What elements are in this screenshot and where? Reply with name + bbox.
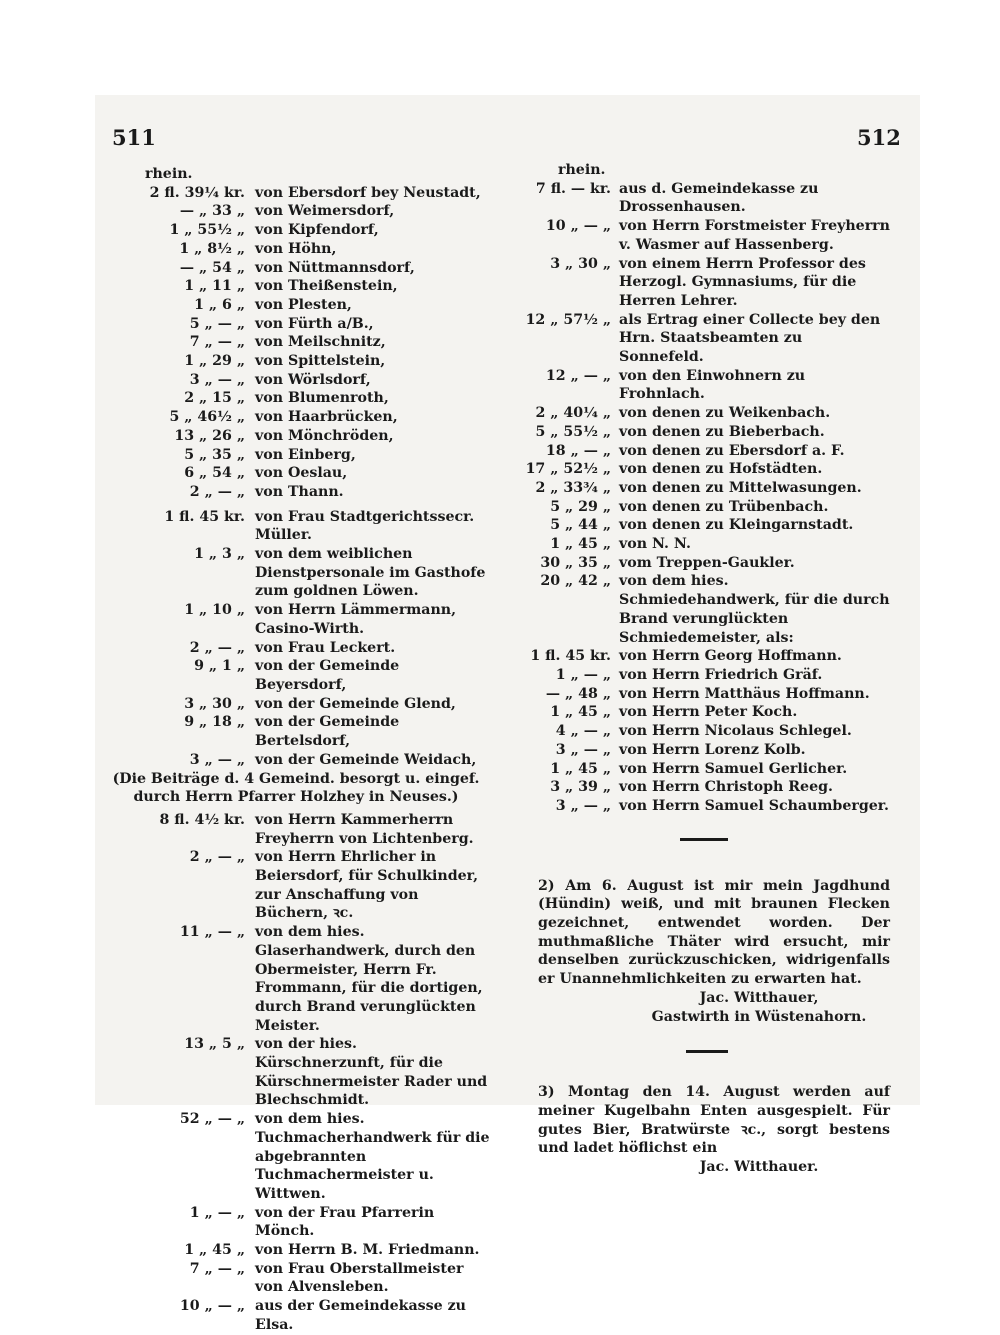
donation-list-continued (110, 811, 490, 1335)
donor-text: von denen zu Ebersdorf a. F. (619, 442, 845, 459)
donation-entry (110, 259, 490, 278)
donation-amount: 5 „ 35 „ (184, 446, 245, 463)
donor-text: von Oeslau, (255, 465, 348, 482)
donor-text: von Spittelstein, (255, 353, 386, 370)
donation-amount: 2 „ 40¼ „ (535, 405, 611, 422)
donation-amount: 3 „ — „ (189, 751, 245, 768)
donor-text: von denen zu Weikenbach. (619, 405, 831, 422)
donor-text: von der Gemeinde Weidach, (255, 751, 477, 768)
donation-entry (508, 404, 890, 423)
donation-entry (508, 703, 890, 722)
donor-text: von Frau Stadtgerichtssecr. Müller. (255, 508, 475, 544)
signature-name: Jac. Witthauer, (699, 989, 819, 1006)
donation-entry (110, 811, 490, 848)
donation-amount: 1 „ 45 „ (550, 704, 611, 721)
donation-amount: 11 „ — „ (179, 924, 245, 941)
notice-text: 2) Am 6. August ist mir mein Jagdhund (Hündin) weiß, und mit braunen Flecken gezeichnet, entwendet worden. Der muthmaßliche Thäter wird ersucht, mir denselben zurückzuschicken, widrigenfalls er Unannehmlichkeiten zu erwarten hat. (538, 877, 890, 988)
donation-amount: 1 „ — „ (555, 666, 611, 683)
donation-amount: 17 „ 52½ „ (525, 461, 611, 478)
donor-text: von denen zu Trübenbach. (619, 498, 829, 515)
donor-text: von Herrn B. M. Friedmann. (255, 1242, 480, 1259)
donation-entry (110, 545, 490, 601)
donation-entry (110, 1260, 490, 1297)
donation-amount: 1 „ 6 „ (194, 296, 245, 313)
donation-amount: 1 „ 11 „ (184, 278, 245, 295)
donor-text: von dem hies. Schmiedehandwerk, für die durch Brand verunglückten Schmiedemeister, als: (619, 573, 890, 646)
donor-text: als Ertrag einer Collecte bey den Hrn. Staatsbeamten zu Sonnefeld. (619, 311, 881, 366)
donor-text: von Ebersdorf bey Neustadt, (255, 184, 481, 201)
donation-amount: 30 „ 35 „ (540, 554, 611, 571)
donation-amount: 8 fl. 4½ kr. (159, 811, 245, 828)
contribution-note: (Die Beiträge d. 4 Gemeind. besorgt u. eingef. durch Herrn Pfarrer Holzhey in Neuses.) (112, 770, 480, 806)
donation-entry (508, 423, 890, 442)
donation-amount: 5 „ 55½ „ (535, 423, 611, 440)
donation-entry (110, 848, 490, 923)
donor-text: von Thann. (255, 483, 344, 500)
donation-amount: — „ 48 „ (545, 685, 611, 702)
donation-amount: 3 „ 30 „ (550, 255, 611, 272)
donor-text: vom Treppen-Gaukler. (619, 554, 795, 571)
donation-amount: 1 „ — „ (189, 1204, 245, 1221)
left-column (110, 165, 490, 1335)
currency-header: rhein. (145, 166, 193, 182)
donor-text: von der hies. Kürschnerzunft, für die Kürschnermeister Rader und Blechschmidt. (255, 1036, 488, 1109)
donor-text: von dem hies. Tuchmacherhandwerk für die abgebrannten Tuchmachermeister u. Wittwen. (255, 1111, 490, 1202)
donation-entry (110, 389, 490, 408)
donation-amount: 1 „ 45 „ (184, 1242, 245, 1259)
donation-amount: 52 „ — „ (179, 1111, 245, 1128)
donation-entry (110, 1241, 490, 1260)
right-column (508, 162, 890, 1177)
donation-amount: 1 „ 45 „ (550, 760, 611, 777)
donor-text: von der Gemeinde Glend, (255, 695, 456, 712)
donation-entry (508, 311, 890, 367)
donor-text: von denen zu Bieberbach. (619, 423, 825, 440)
donor-text: von Plesten, (255, 296, 352, 313)
donation-entry (110, 371, 490, 390)
donor-text: von Weimersdorf, (255, 203, 395, 220)
donor-text: von der Gemeinde Beyersdorf, (255, 658, 400, 693)
page-number-right: 512 (857, 125, 901, 150)
donation-amount: 1 „ 29 „ (184, 353, 245, 370)
smith-donors-list (508, 647, 890, 815)
donor-text: von Herrn Matthäus Hoffmann. (619, 685, 870, 702)
donation-entry (508, 554, 890, 573)
donor-text: von dem hies. Glaserhandwerk, durch den Obermeister, Herrn Fr. Frommann, für die dortigen, durch Brand verunglückten Meister. (255, 924, 483, 1034)
donation-entry (508, 460, 890, 479)
donor-text: von Herrn Kammerherrn Freyherrn von Lichtenberg. (255, 811, 474, 847)
donation-entry (110, 408, 490, 427)
donation-entry (508, 647, 890, 666)
donor-text: von Herrn Lorenz Kolb. (619, 741, 806, 758)
donation-amount: 7 fl. — kr. (535, 180, 611, 197)
donation-entry (508, 797, 890, 816)
donor-text: von denen zu Kleingarnstadt. (619, 517, 854, 534)
donation-entry (508, 479, 890, 498)
donor-text: von der Frau Pfarrerin Mönch. (255, 1204, 435, 1240)
donation-entry (110, 751, 490, 770)
donation-entry (110, 1110, 490, 1204)
donation-amount: 3 „ 39 „ (550, 779, 611, 796)
donor-text: von einem Herrn Professor des Herzogl. Gymnasiums, für die Herren Lehrer. (619, 255, 866, 309)
donation-amount: 2 „ — „ (189, 483, 245, 500)
donor-text: von Mönchröden, (255, 427, 394, 444)
donation-entry (110, 427, 490, 446)
donation-amount: 1 „ 3 „ (194, 546, 245, 563)
donation-entry (508, 741, 890, 760)
donation-amount: 1 fl. 45 kr. (530, 648, 611, 665)
donation-amount: 5 „ 29 „ (550, 498, 611, 515)
donation-amount: 1 „ 10 „ (184, 602, 245, 619)
donor-text: von Frau Oberstallmeister von Alvensleben. (255, 1260, 464, 1296)
donor-text: von N. N. (619, 536, 691, 553)
donor-text: aus der Gemeindekasse zu Elsa. (255, 1298, 466, 1333)
donor-text: von Haarbrücken, (255, 409, 398, 426)
donation-entry (110, 277, 490, 296)
donation-entry (110, 184, 490, 203)
donor-text: von Kipfendorf, (255, 222, 379, 239)
donation-amount: 3 „ 30 „ (184, 695, 245, 712)
donor-text: von denen zu Hofstädten. (619, 461, 823, 478)
donation-entry (508, 516, 890, 535)
donation-amount: 2 fl. 39¼ kr. (149, 184, 245, 201)
donation-amount: 3 „ — „ (555, 797, 611, 814)
donation-amount: 2 „ — „ (189, 639, 245, 656)
donation-entry (508, 666, 890, 685)
donor-text: von Fürth a/B., (255, 315, 374, 332)
donation-amount: 7 „ — „ (189, 1260, 245, 1277)
donation-entry (110, 296, 490, 315)
notice-hunting-dog (508, 877, 890, 1027)
donor-text: von Blumenroth, (255, 390, 389, 407)
donation-entry (110, 639, 490, 658)
donor-text: von Nüttmannsdorf, (255, 259, 415, 276)
donation-entry (110, 446, 490, 465)
donation-entry (110, 483, 490, 502)
donation-entry (110, 695, 490, 714)
donation-amount: 2 „ — „ (189, 849, 245, 866)
donation-entry (110, 657, 490, 694)
donation-amount: 18 „ — „ (545, 442, 611, 459)
donation-entry (110, 333, 490, 352)
donation-amount: 20 „ 42 „ (540, 573, 611, 590)
donor-text: von Höhn, (255, 240, 337, 257)
donation-amount: 10 „ — „ (545, 218, 611, 235)
donation-amount: 10 „ — „ (179, 1298, 245, 1315)
donation-amount: 1 „ 8½ „ (179, 240, 245, 257)
currency-header: rhein. (558, 162, 606, 178)
donation-entry (110, 352, 490, 371)
donor-text: von Wörlsdorf, (255, 371, 371, 388)
donor-text: von Herrn Christoph Reeg. (619, 779, 833, 796)
donor-text: von Herrn Samuel Schaumberger. (619, 797, 889, 814)
donor-text: von Herrn Samuel Gerlicher. (619, 760, 848, 777)
donor-text: aus d. Gemeindekasse zu Drossenhausen. (619, 180, 819, 216)
donation-amount: 5 „ 46½ „ (169, 409, 245, 426)
separator-rule (686, 1050, 728, 1053)
donation-amount: 9 „ 1 „ (194, 658, 245, 675)
donor-text: von Herrn Georg Hoffmann. (619, 648, 842, 665)
donor-text: von Herrn Nicolaus Schlegel. (619, 723, 852, 740)
donation-entry (508, 685, 890, 704)
donor-text: von den Einwohnern zu Frohnlach. (619, 367, 806, 403)
donation-amount: 6 „ 54 „ (184, 465, 245, 482)
donation-entry (110, 601, 490, 638)
donation-entry (110, 713, 490, 750)
separator-rule (680, 838, 728, 841)
donation-list (110, 184, 490, 770)
donation-entry (508, 255, 890, 311)
donor-text: von Herrn Peter Koch. (619, 704, 798, 721)
page-number-left: 511 (112, 125, 156, 150)
donation-amount: 5 „ — „ (189, 315, 245, 332)
donation-entry (110, 464, 490, 483)
donation-amount: 4 „ — „ (555, 723, 611, 740)
donation-entry (110, 1204, 490, 1241)
donation-entry (508, 722, 890, 741)
donation-entry (508, 498, 890, 517)
donation-entry (110, 221, 490, 240)
notice-text: 3) Montag den 14. August werden auf meiner Kugelbahn Enten ausgespielt. Für gutes Bier, Bratwürste ꝛc., sorgt bestens und ladet höflichst ein (538, 1084, 890, 1157)
donation-entry (508, 535, 890, 554)
donation-entry (508, 367, 890, 404)
donation-amount: 13 „ 5 „ (184, 1036, 245, 1053)
donor-text: von Meilschnitz, (255, 334, 386, 351)
donor-text: von Theißenstein, (255, 278, 398, 295)
donation-amount: 7 „ — „ (189, 334, 245, 351)
donor-text: von Einberg, (255, 446, 356, 463)
donation-amount: 3 „ — „ (555, 741, 611, 758)
donation-amount: 1 „ 55½ „ (169, 222, 245, 239)
donation-entry (110, 202, 490, 221)
donation-entry (508, 180, 890, 217)
donation-amount: 12 „ 57½ „ (525, 311, 611, 328)
donation-amount: 1 fl. 45 kr. (164, 508, 245, 525)
donation-entry (110, 508, 490, 545)
donor-text: von Herrn Ehrlicher in Beiersdorf, für Schulkinder, zur Anschaffung von Büchern, ꝛc. (255, 849, 479, 922)
donation-entry (508, 442, 890, 461)
donor-text: von dem weiblichen Dienstpersonale im Gasthofe zum goldnen Löwen. (255, 546, 486, 600)
donor-text: von Herrn Friedrich Gräf. (619, 666, 823, 683)
signature-name: Jac. Witthauer. (699, 1159, 819, 1176)
donation-list (508, 180, 890, 648)
donation-entry (110, 923, 490, 1035)
donation-amount: — „ 33 „ (179, 203, 245, 220)
donation-amount: 2 „ 15 „ (184, 390, 245, 407)
donation-entry (110, 240, 490, 259)
donation-amount: 5 „ 44 „ (550, 517, 611, 534)
donation-amount: 2 „ 33¾ „ (535, 479, 611, 496)
donation-amount: 3 „ — „ (189, 371, 245, 388)
donation-amount: 1 „ 45 „ (550, 536, 611, 553)
donation-amount: 12 „ — „ (545, 367, 611, 384)
donation-amount: — „ 54 „ (179, 259, 245, 276)
donor-text: von Herrn Forstmeister Freyherrn v. Wasmer auf Hassenberg. (619, 218, 890, 253)
donation-entry (508, 217, 890, 254)
donation-amount: 9 „ 18 „ (184, 714, 245, 731)
donor-text: von Frau Leckert. (255, 639, 396, 656)
donation-entry (110, 1035, 490, 1110)
donation-entry (508, 572, 890, 647)
donor-text: von Herrn Lämmermann, Casino-Wirth. (255, 602, 457, 637)
donation-amount: 13 „ 26 „ (174, 427, 245, 444)
donation-entry (508, 760, 890, 779)
donor-text: von denen zu Mittelwasungen. (619, 479, 862, 496)
donor-text: von der Gemeinde Bertelsdorf, (255, 714, 400, 750)
donation-entry (110, 1297, 490, 1334)
notice-skittle-alley (508, 1083, 890, 1177)
signature-title: Gastwirth in Wüstenahorn. (651, 1008, 867, 1025)
donation-entry (508, 778, 890, 797)
donation-entry (110, 315, 490, 334)
